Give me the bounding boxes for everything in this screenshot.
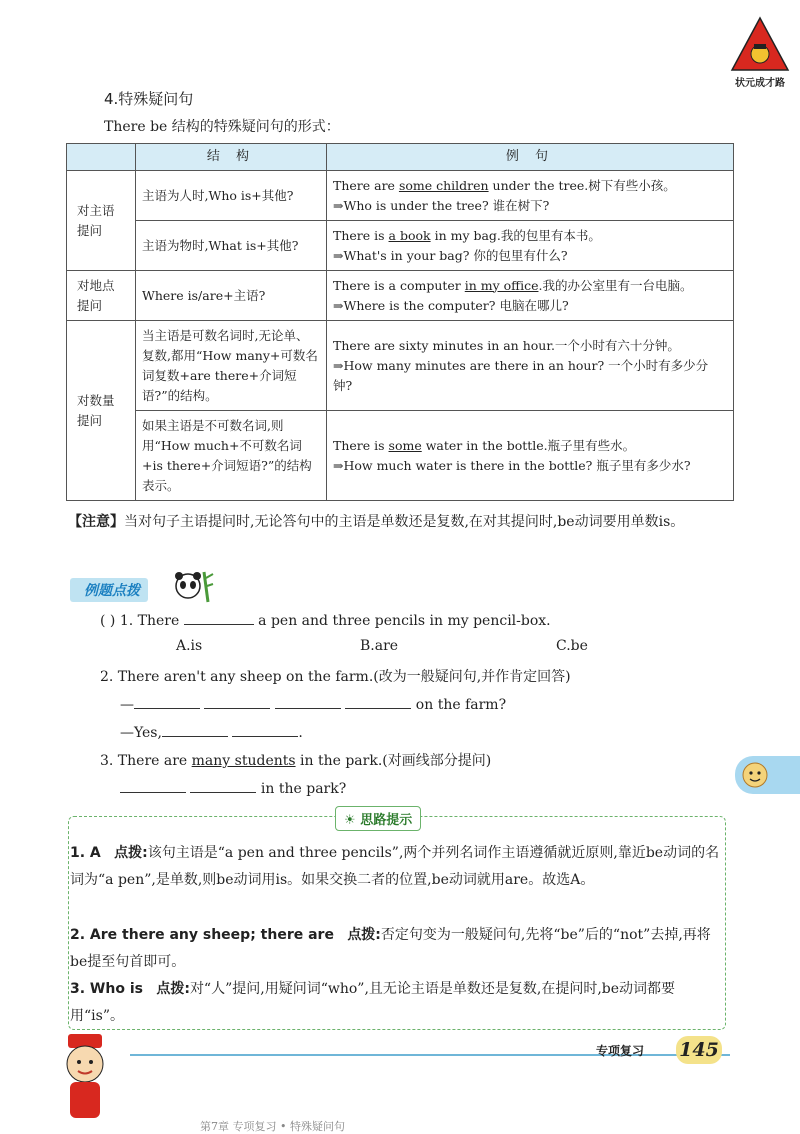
answer-blank[interactable]: [120, 778, 186, 793]
question-text: There: [137, 613, 184, 629]
question-text: —Yes,: [120, 725, 162, 741]
question-text: .: [298, 725, 303, 741]
example-text: There are: [333, 177, 399, 193]
underlined-text: some: [388, 437, 422, 453]
section-title: 4.特殊疑问句: [104, 90, 194, 108]
option-b[interactable]: B.are: [360, 638, 399, 654]
tip-1: [70, 840, 722, 894]
tip-answer: 1. A: [70, 845, 101, 861]
answer-blank[interactable]: [345, 694, 411, 709]
example-text: water in the bottle.瓶子里有些水。: [421, 437, 636, 453]
bulb-icon: ☀: [344, 813, 356, 828]
tip-label: 点拨:: [114, 845, 148, 861]
row-label-text: 对地点 提问: [77, 277, 115, 313]
table-header-example: 例 句: [327, 144, 734, 171]
note-text: 当对句子主语提问时,无论答句中的主语是单数还是复数,在对其提问时,be动词要用单数is。: [124, 514, 685, 530]
answer-blank[interactable]: [232, 722, 298, 737]
tip-text: 否定句变为一般疑问句,先将“be”后的“not”去掉,再将be提至句首即可。: [70, 927, 711, 970]
option-c[interactable]: C.be: [556, 638, 588, 654]
example-text: There is: [333, 437, 389, 453]
table-header-row: [67, 144, 734, 171]
question-text: 3. There are: [100, 753, 192, 769]
note-label: 【注意】: [68, 514, 124, 530]
row-label-text: 对数量 提问: [77, 392, 115, 428]
tip-label: 点拨:: [156, 981, 190, 997]
underlined-text: many students: [191, 753, 296, 769]
example-line: [333, 226, 727, 246]
question-3-line: [120, 778, 346, 797]
table-row: [67, 271, 734, 321]
table-row: [67, 321, 734, 411]
example-answer: ⇒How many minutes are there in an hour? 一个小时有多少分钟?: [333, 357, 709, 393]
answer-blank[interactable]: [275, 694, 341, 709]
example-cell: [327, 171, 734, 221]
row-label-quantity: [67, 321, 136, 501]
example-answer: ⇒Who is under the tree? 谁在树下?: [333, 197, 550, 213]
question-text: a pen and three pencils in my pencil-box.: [253, 613, 551, 629]
example-line: [333, 176, 727, 196]
row-label-text: 对主语 提问: [77, 202, 115, 238]
answer-blank[interactable]: [184, 610, 254, 625]
answer-blank[interactable]: [162, 722, 228, 737]
question-3: [100, 750, 491, 770]
question-text: in the park.(对画线部分提问): [295, 753, 492, 769]
underlined-text: some children: [398, 177, 489, 193]
row-label-subject: [67, 171, 136, 271]
example-cell: [327, 321, 734, 411]
structure-cell: Where is/are+主语?: [136, 271, 327, 321]
table-row: [67, 411, 734, 501]
page-number: 145: [676, 1036, 722, 1064]
example-cell: [327, 411, 734, 501]
section-intro: There be 结构的特殊疑问句的形式：: [104, 119, 340, 135]
example-text: There is: [333, 227, 389, 243]
tip-label: 点拨:: [347, 927, 381, 943]
option-a[interactable]: A.is: [176, 638, 203, 654]
example-cell: [327, 271, 734, 321]
answer-paren: ( ): [100, 613, 116, 629]
mascot-illustration: [50, 1030, 120, 1122]
example-answer: ⇒How much water is there in the bottle? 瓶子里有多少水?: [333, 457, 691, 473]
example-text: in my bag.我的包里有本书。: [430, 227, 601, 243]
question-text: on the farm?: [411, 697, 507, 713]
dash: —: [120, 697, 134, 713]
example-line: There are sixty minutes in an hour.一个小时有六十分钟。: [333, 337, 680, 353]
example-line: [333, 436, 727, 456]
structure-cell: 如果主语是不可数名词,则用“How much+不可数名词+is there+介词短语?”的结构表示。: [136, 411, 327, 501]
banner-label: 例题点拨: [70, 578, 148, 602]
note-paragraph: [68, 508, 738, 536]
question-text: in the park?: [256, 781, 347, 797]
tips-title: [335, 806, 421, 831]
publisher-logo: [728, 14, 792, 88]
tip-3: [70, 976, 722, 1030]
logo-text: 状元成才路: [735, 78, 785, 89]
question-2-line-2: [120, 722, 303, 741]
answer-blank[interactable]: [190, 778, 256, 793]
example-text: under the tree.树下有些小孩。: [488, 177, 676, 193]
tip-text: 对“人”提问,用疑问词“who”,且无论主语是单数还是复数,在提问时,be动词都要用“is”。: [70, 981, 676, 1024]
answer-blank[interactable]: [134, 694, 200, 709]
example-answer: ⇒Where is the computer? 电脑在哪儿?: [333, 297, 569, 313]
tips-title-text: 思路提示: [360, 813, 413, 828]
mascot-face-icon: [735, 756, 775, 794]
example-text: .我的办公室里有一台电脑。: [538, 277, 693, 293]
footer-label: 专项复习: [596, 1044, 645, 1058]
table-header-blank: [67, 144, 136, 171]
example-cell: [327, 221, 734, 271]
question-1: [100, 610, 551, 629]
bottom-text: 第7章 专项复习 • 特殊疑问句: [200, 1120, 345, 1133]
question-2: 2. There aren't any sheep on the farm.(改为一般疑问句,并作肯定回答): [100, 669, 571, 685]
table-header-structure: 结 构: [136, 144, 327, 171]
answer-blank[interactable]: [204, 694, 270, 709]
tip-answer: 2. Are there any sheep; there are: [70, 927, 334, 943]
tip-answer: 3. Who is: [70, 981, 143, 997]
tip-text: 该句主语是“a pen and three pencils”,两个并列名词作主语遵循就近原则,靠近be动词的名词为“a pen”,是单数,则be动词用is。如果交换二者的位置,be动词就用are。故选A。: [70, 845, 720, 888]
table-row: [67, 221, 734, 271]
example-answer: ⇒What's in your bag? 你的包里有什么?: [333, 247, 568, 263]
underlined-text: a book: [388, 227, 431, 243]
example-line: [333, 276, 727, 296]
example-banner: [64, 568, 224, 608]
question-2-line-1: [120, 694, 506, 713]
structure-cell: 主语为人时,Who is+其他?: [136, 171, 327, 221]
panda-icon: [170, 568, 214, 606]
grammar-table: [66, 143, 734, 501]
underlined-text: in my office: [464, 277, 539, 293]
tip-2: [70, 922, 722, 976]
question-number: 1.: [119, 613, 134, 629]
table-row: [67, 171, 734, 221]
structure-cell: 当主语是可数名词时,无论单、复数,都用“How many+可数名词复数+are there+介词短语?”的结构。: [136, 321, 327, 411]
structure-cell: 主语为物时,What is+其他?: [136, 221, 327, 271]
example-text: There is a computer: [333, 277, 465, 293]
row-label-place: [67, 271, 136, 321]
side-tab: [735, 756, 800, 794]
